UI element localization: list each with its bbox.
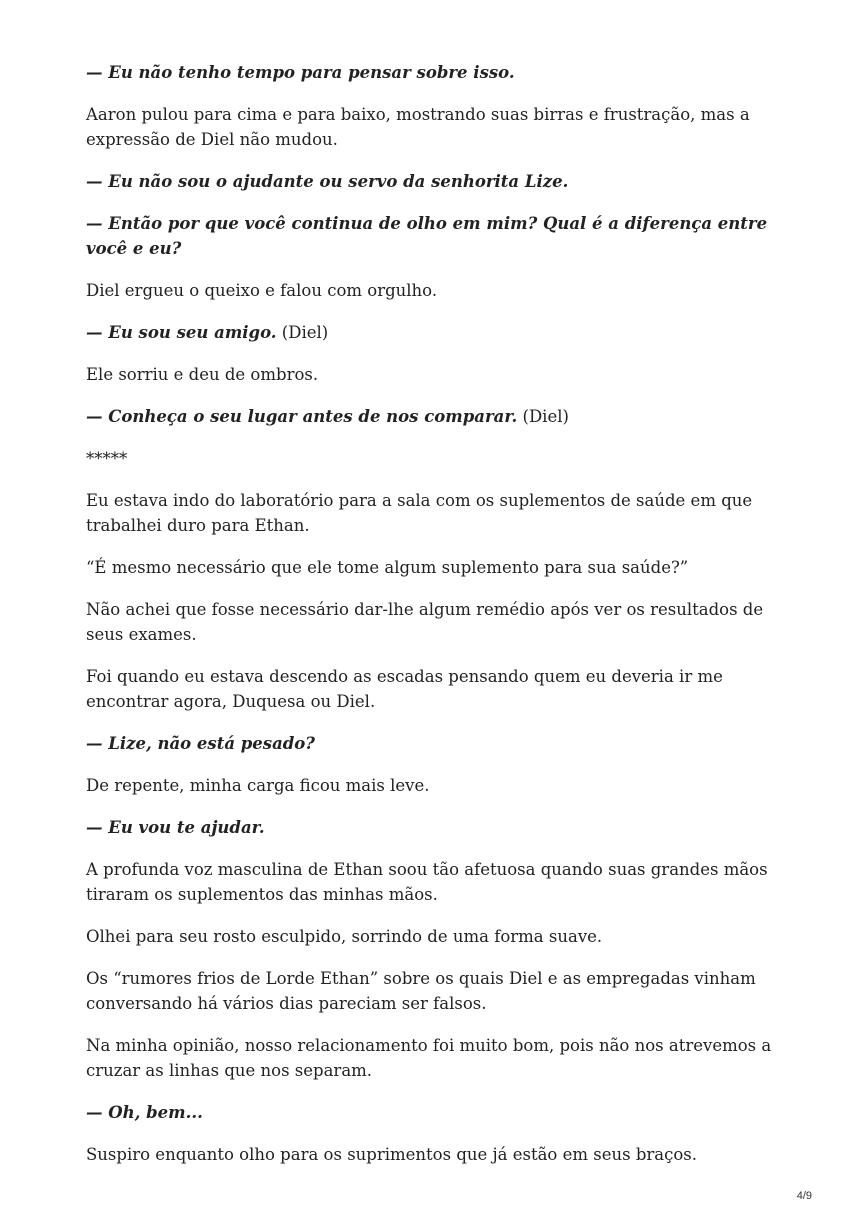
paragraph	[86, 320, 786, 345]
paragraph-text: (Diel)	[276, 323, 329, 342]
paragraph	[86, 1100, 786, 1125]
paragraph-text: Ele sorriu e deu de ombros.	[86, 365, 319, 384]
paragraph-text: Suspiro enquanto olho para os suprimentos que já estão em seus braços.	[86, 1145, 697, 1164]
paragraph	[86, 102, 786, 152]
paragraph-text: Na minha opinião, nosso relacionamento foi muito bom, pois não nos atrevemos a cruzar as linhas que nos separam.	[86, 1036, 772, 1080]
dialogue-text: — Eu sou seu amigo.	[86, 323, 277, 342]
paragraph-text: De repente, minha carga ficou mais leve.	[86, 776, 430, 795]
dialogue-text: — Eu vou te ajudar.	[86, 818, 265, 837]
page-number: 4/9	[796, 1190, 812, 1202]
paragraph-text: A profunda voz masculina de Ethan soou tão afetuosa quando suas grandes mãos tiraram os suplementos das minhas mãos.	[86, 860, 768, 904]
paragraph	[86, 924, 786, 949]
dialogue-text: — Conheça o seu lugar antes de nos comparar.	[86, 407, 518, 426]
paragraph-text: Diel ergueu o queixo e falou com orgulho.	[86, 281, 438, 300]
paragraph	[86, 555, 786, 580]
paragraph-text: Os “rumores frios de Lorde Ethan” sobre os quais Diel e as empregadas vinham conversando há vários dias pareciam ser falsos.	[86, 969, 756, 1013]
paragraph	[86, 966, 786, 1016]
dialogue-text: — Então por que você continua de olho em mim? Qual é a diferença entre você e eu?	[86, 214, 768, 258]
paragraph	[86, 362, 786, 387]
paragraph	[86, 857, 786, 907]
paragraph-text: Não achei que fosse necessário dar-lhe algum remédio após ver os resultados de seus exames.	[86, 600, 764, 644]
paragraph	[86, 664, 786, 714]
paragraph	[86, 169, 786, 194]
paragraph	[86, 211, 786, 261]
paragraph	[86, 731, 786, 756]
paragraph	[86, 773, 786, 798]
paragraph	[86, 60, 786, 85]
paragraph-text: Foi quando eu estava descendo as escadas pensando quem eu deveria ir me encontrar agora, Duquesa ou Diel.	[86, 667, 723, 711]
paragraph-text: Olhei para seu rosto esculpido, sorrindo de uma forma suave.	[86, 927, 603, 946]
paragraph	[86, 1033, 786, 1083]
paragraph	[86, 278, 786, 303]
paragraph	[86, 1142, 786, 1167]
paragraph	[86, 597, 786, 647]
paragraph-text: Eu estava indo do laboratório para a sala com os suplementos de saúde em que trabalhei duro para Ethan.	[86, 491, 753, 535]
paragraph-text: “É mesmo necessário que ele tome algum suplemento para sua saúde?”	[86, 558, 689, 577]
paragraph-text: *****	[86, 449, 128, 468]
paragraph-text: (Diel)	[517, 407, 569, 426]
paragraph-text: Aaron pulou para cima e para baixo, mostrando suas birras e frustração, mas a expressão de Diel não mudou.	[86, 105, 750, 149]
dialogue-text: — Eu não sou o ajudante ou servo da senhorita Lize.	[86, 172, 569, 191]
paragraph	[86, 404, 786, 429]
paragraph	[86, 446, 786, 471]
dialogue-text: — Oh, bem...	[86, 1103, 203, 1122]
document-body	[86, 60, 786, 1184]
dialogue-text: — Eu não tenho tempo para pensar sobre isso.	[86, 63, 515, 82]
paragraph	[86, 488, 786, 538]
paragraph	[86, 815, 786, 840]
dialogue-text: — Lize, não está pesado?	[86, 734, 315, 753]
